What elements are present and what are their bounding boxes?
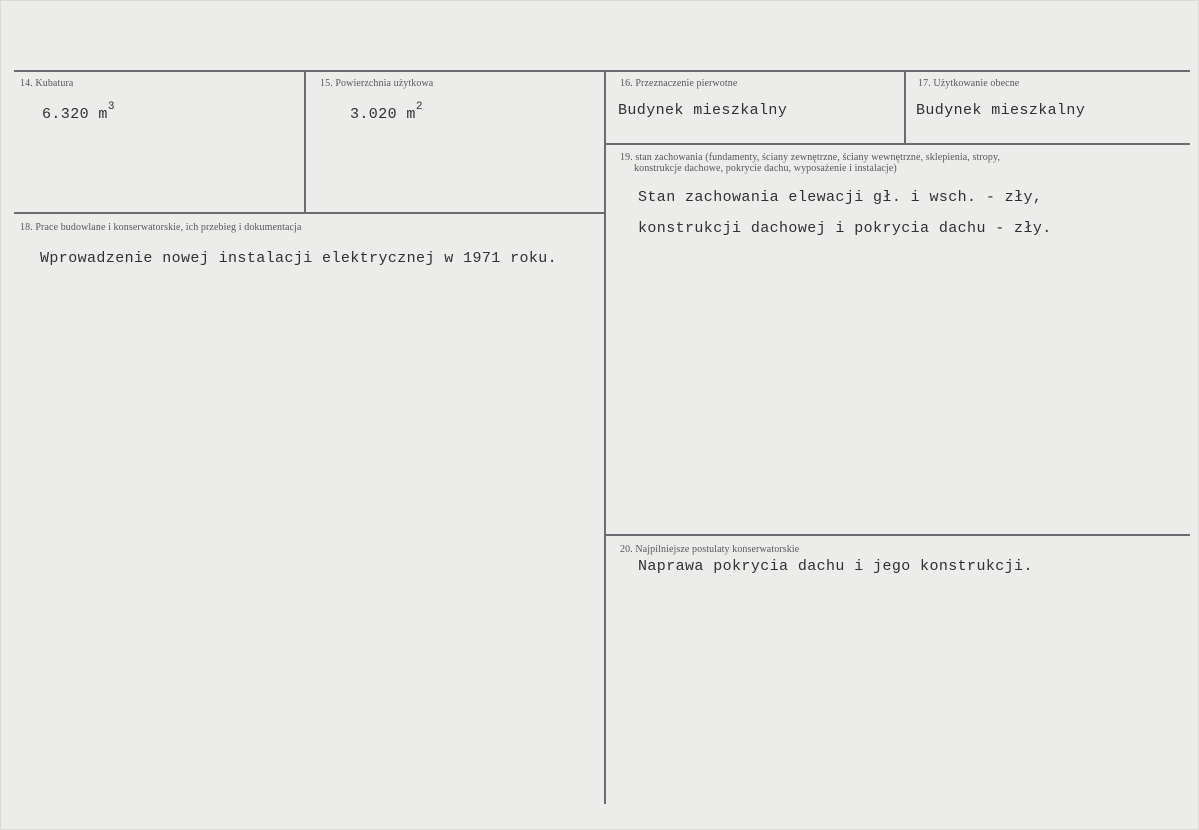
stan-value-line2: konstrukcji dachowej i pokrycia dachu - zły.	[638, 220, 1052, 237]
stan-label-line1: 19. stan zachowania (fundamenty, ściany zewnętrzne, ściany wewnętrzne, sklepienia, stropy,	[620, 152, 1001, 163]
stan-label	[620, 152, 1160, 174]
kubatura-number: 6.320 m	[42, 106, 108, 123]
top-rule	[14, 70, 1190, 72]
stan-value-line1: Stan zachowania elewacji gł. i wsch. - zły,	[638, 189, 1043, 206]
stan-value	[638, 182, 1052, 244]
powierzchnia-label: 15. Powierzchnia użytkowa	[320, 78, 434, 89]
powierzchnia-exponent: 2	[415, 101, 423, 113]
powierzchnia-number: 3.020 m	[350, 106, 416, 123]
uzytkowanie-value: Budynek mieszkalny	[916, 102, 1086, 119]
postulaty-value: Naprawa pokrycia dachu i jego konstrukcji.	[638, 558, 1033, 575]
rule-under-14-15	[14, 212, 606, 214]
przeznaczenie-value: Budynek mieszkalny	[618, 102, 788, 119]
przeznaczenie-label: 16. Przeznaczenie pierwotne	[620, 78, 738, 89]
postulaty-label: 20. Najpilniejsze postulaty konserwatorskie	[620, 544, 800, 555]
powierzchnia-value	[350, 101, 423, 123]
divider-14-15	[304, 72, 306, 212]
uzytkowanie-label: 17. Użytkowanie obecne	[918, 78, 1020, 89]
kubatura-value	[42, 101, 115, 123]
prace-label: 18. Prace budowlane i konserwatorskie, ich przebieg i dokumentacja	[20, 222, 302, 233]
divider-16-17	[904, 72, 906, 144]
kubatura-label: 14. Kubatura	[20, 78, 74, 89]
stan-label-line2: konstrukcje dachowe, pokrycie dachu, wyposażenie i instalacje)	[634, 163, 897, 174]
rule-above-20	[606, 534, 1190, 536]
prace-value: Wprowadzenie nowej instalacji elektrycznej w 1971 roku.	[40, 250, 558, 267]
kubatura-exponent: 3	[107, 101, 115, 113]
center-divider	[604, 72, 606, 804]
rule-under-16-17	[606, 143, 1190, 145]
